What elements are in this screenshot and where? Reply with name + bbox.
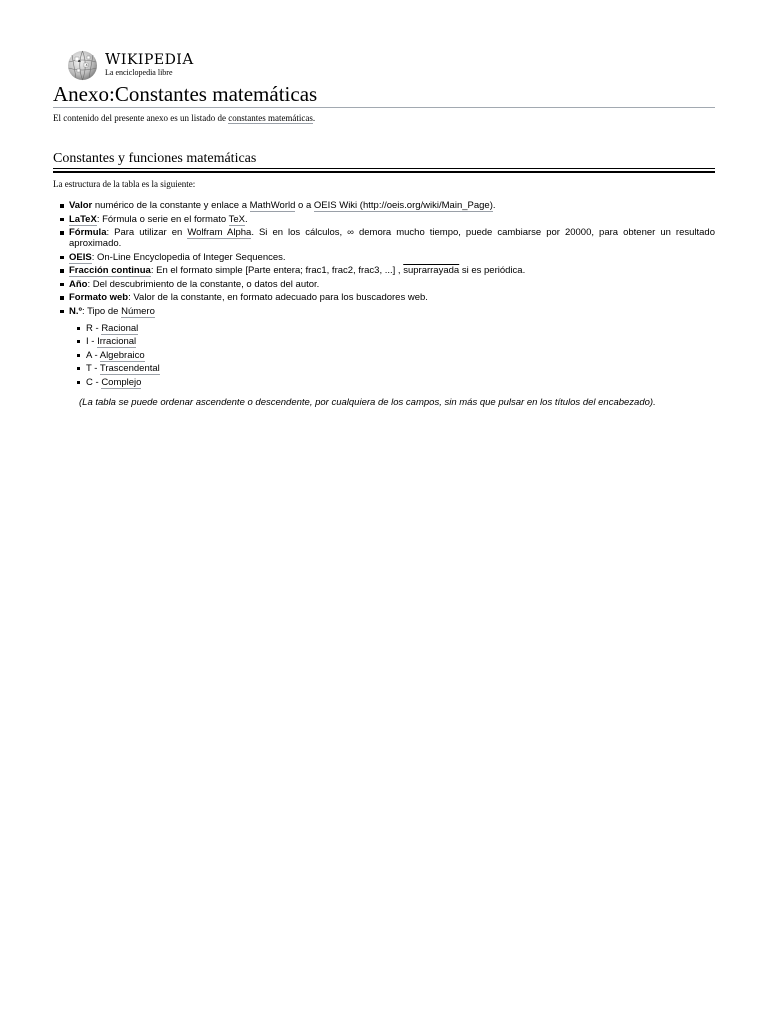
list-item: Fracción continua: En el formato simple [Parte entera; frac1, frac2, frac3, ...] , suprarrayada si es periódica. xyxy=(69,265,715,276)
fields-list xyxy=(53,200,715,388)
list-item: Valor numérico de la constante y enlace a MathWorld o a OEIS Wiki (http://oeis.org/wiki/Main_Page). xyxy=(69,200,715,211)
link-oeis[interactable]: OEIS xyxy=(69,251,92,263)
list-item: Fórmula: Para utilizar en Wolfram Alpha. Si en los cálculos, ∞ demora mucho tiempo, puede cambiarse por 20000, para obtener un resultado aproximado. xyxy=(69,227,715,249)
list-item: OEIS: On-Line Encyclopedia of Integer Sequences. xyxy=(69,252,715,263)
link-fraccion-continua[interactable]: Fracción continua xyxy=(69,265,151,276)
link-irracional[interactable]: Irracional xyxy=(97,336,137,347)
number-types-list xyxy=(69,323,715,388)
link-constantes-matematicas[interactable]: constantes matemáticas xyxy=(228,113,313,123)
link-racional[interactable]: Racional xyxy=(101,322,139,334)
list-item: C - Complejo xyxy=(86,377,715,388)
link-oeis-wiki[interactable]: OEIS Wiki (http://oeis.org/wiki/Main_Page) xyxy=(313,200,493,211)
wikipedia-globe-icon xyxy=(66,50,99,81)
section-heading: Constantes y funciones matemáticas xyxy=(53,150,715,169)
link-algebraico[interactable]: Algebraico xyxy=(99,349,145,361)
list-item: R - Racional xyxy=(86,323,715,334)
link-tex[interactable]: TeX xyxy=(228,213,246,225)
wikipedia-wordmark: WIKIPEDIA xyxy=(105,50,194,68)
page-title: Anexo:Constantes matemáticas xyxy=(53,82,715,108)
article xyxy=(53,48,715,409)
link-latex[interactable]: LaTeX xyxy=(69,213,97,225)
link-wolfram-alpha[interactable]: Wolfram Alpha xyxy=(187,227,252,238)
list-item: I - Irracional xyxy=(86,336,715,347)
list-item: Formato web: Valor de la constante, en formato adecuado para los buscadores web. xyxy=(69,292,715,303)
list-item: A - Algebraico xyxy=(86,350,715,361)
structure-text: La estructura de la tabla es la siguiente: xyxy=(53,179,196,189)
link-mathworld[interactable]: MathWorld xyxy=(249,200,296,211)
link-numero[interactable]: Número xyxy=(121,305,155,317)
intro-paragraph: El contenido del presente anexo es un listado de constantes matemáticas. xyxy=(53,113,316,123)
list-item: Año: Del descubrimiento de la constante, o datos del autor. xyxy=(69,279,715,290)
list-item: LaTeX: Fórmula o serie en el formato TeX. xyxy=(69,214,715,225)
wikipedia-tagline: La enciclopedia libre xyxy=(105,68,173,77)
link-trascendental[interactable]: Trascendental xyxy=(99,363,160,374)
list-item: N.º: Tipo de Número R - Racional I - Irracional A - Algebraico T - Trascendental C - Complejo xyxy=(69,306,715,388)
wikipedia-logo[interactable] xyxy=(53,48,715,82)
link-complejo[interactable]: Complejo xyxy=(101,376,142,388)
sort-note: (La tabla se puede ordenar ascendente o descendente, por cualquiera de los campos, sin más que pulsar en los títulos del encabezado). xyxy=(79,396,656,408)
list-item: T - Trascendental xyxy=(86,363,715,374)
overlined-text: suprarrayada xyxy=(403,265,460,276)
